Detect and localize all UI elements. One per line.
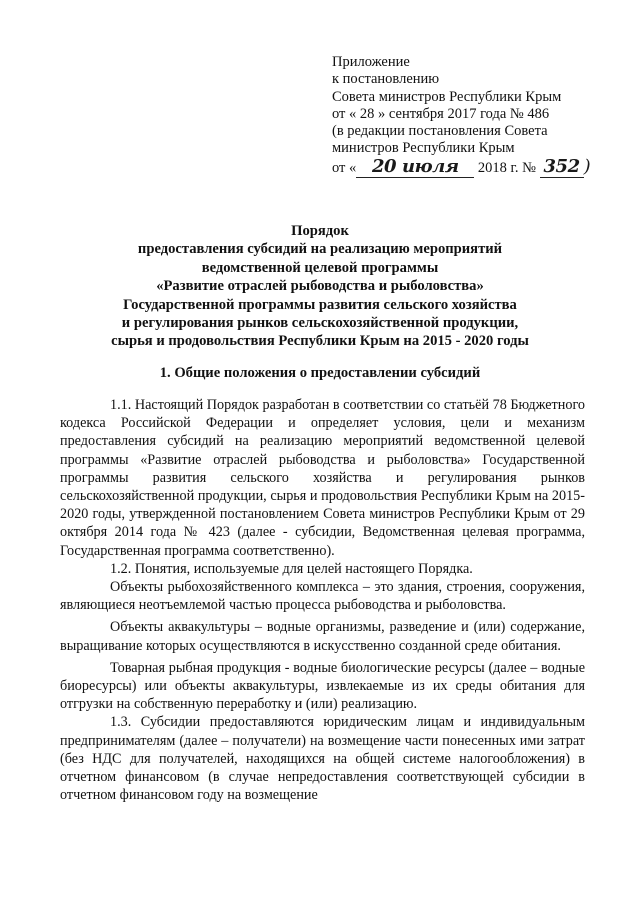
title-line-7: сырья и продовольствия Республики Крым на 2015 - 2020 годы (111, 333, 529, 350)
date-prefix: от « (332, 159, 357, 176)
title-line-6: и регулирования рынков сельскохозяйственной продукции, (121, 315, 519, 332)
title-line-3: ведомственной целевой программы (201, 259, 439, 276)
paragraph-definition-fishery-objects: Объекты рыбохозяйственного комплекса – это здания, строения, сооружения, являющиеся неотъемлемой частью процесса рыбоводства и рыболовства. (60, 579, 585, 614)
amendment-date-line: от « 20 июля 2018 г. № 352 ) (332, 155, 591, 177)
handwritten-month: июля (402, 155, 459, 177)
appendix-line-4: от « 28 » сентября 2017 года № 486 (332, 105, 550, 122)
date-year: 2018 г. № (477, 159, 536, 176)
title-line-5: Государственной программы развития сельского хозяйства (123, 296, 517, 313)
title-line-2: предоставления субсидий на реализацию мероприятий (137, 241, 503, 258)
title-line-4: «Развитие отраслей рыбоводства и рыболовства» (156, 278, 484, 295)
appendix-line-6: министров Республики Крым (332, 140, 515, 157)
appendix-line-5: (в редакции постановления Совета (332, 123, 548, 140)
appendix-block (332, 54, 612, 178)
title-line-1: Порядок (291, 223, 349, 239)
handwritten-date-field (356, 155, 474, 178)
handwritten-number-field (540, 155, 584, 178)
section-heading: 1. Общие положения о предоставлении субсидий (159, 365, 481, 381)
document-body (60, 396, 585, 804)
paragraph-definition-fish-products: Товарная рыбная продукция - водные биологические ресурсы (далее – водные биоресурсы) или объекты аквакультуры, извлекаемые из их среды обитания для отгрузки на собственную переработку и (или) реализацию. (60, 659, 585, 713)
paragraph-1-3: 1.3. Субсидии предоставляются юридическим лицам и индивидуальным предпринимателям (далее – получатели) на возмещение части понесенных ими затрат (без НДС для получателей, находящихся на общей системе налогообложения) в отчетном финансовом (в случае непредоставления соответствующей субсидии в отчетном финансовом году на возмещение (60, 714, 585, 804)
handwritten-day: 20 (371, 155, 396, 177)
handwritten-number: 352 (543, 155, 580, 177)
paragraph-definition-aquaculture: Объекты аквакультуры – водные организмы, разведение и (или) содержание, выращивание которых осуществляются в искусственно созданной среде обитания. (60, 619, 585, 654)
appendix-line-2: к постановлению (332, 71, 440, 88)
appendix-line-3: Совета министров Республики Крым (332, 88, 562, 105)
paragraph-1-2: 1.2. Понятия, используемые для целей настоящего Порядка. (110, 560, 473, 577)
document-title (40, 222, 600, 351)
appendix-line-1: Приложение (332, 54, 410, 70)
paragraph-1-1: 1.1. Настоящий Порядок разработан в соответствии со статьёй 78 Бюджетного кодекса Российской Федерации и определяет условия, цели и механизм предоставления субсидий на реализацию мероприятий ведомственной целевой программы «Развитие отраслей рыбоводства и рыболовства» Государственной программы развития сельского хозяйства и регулирования рынков сельскохозяйственной продукции, сырья и продовольствия Республики Крым на 2015-2020 годы, утвержденной постановлением Совета министров Республики Крым от 29 октября 2014 года № 423 (далее - субсидии, Ведомственная целевая программа, Государственная программа соответственно). (60, 397, 585, 559)
